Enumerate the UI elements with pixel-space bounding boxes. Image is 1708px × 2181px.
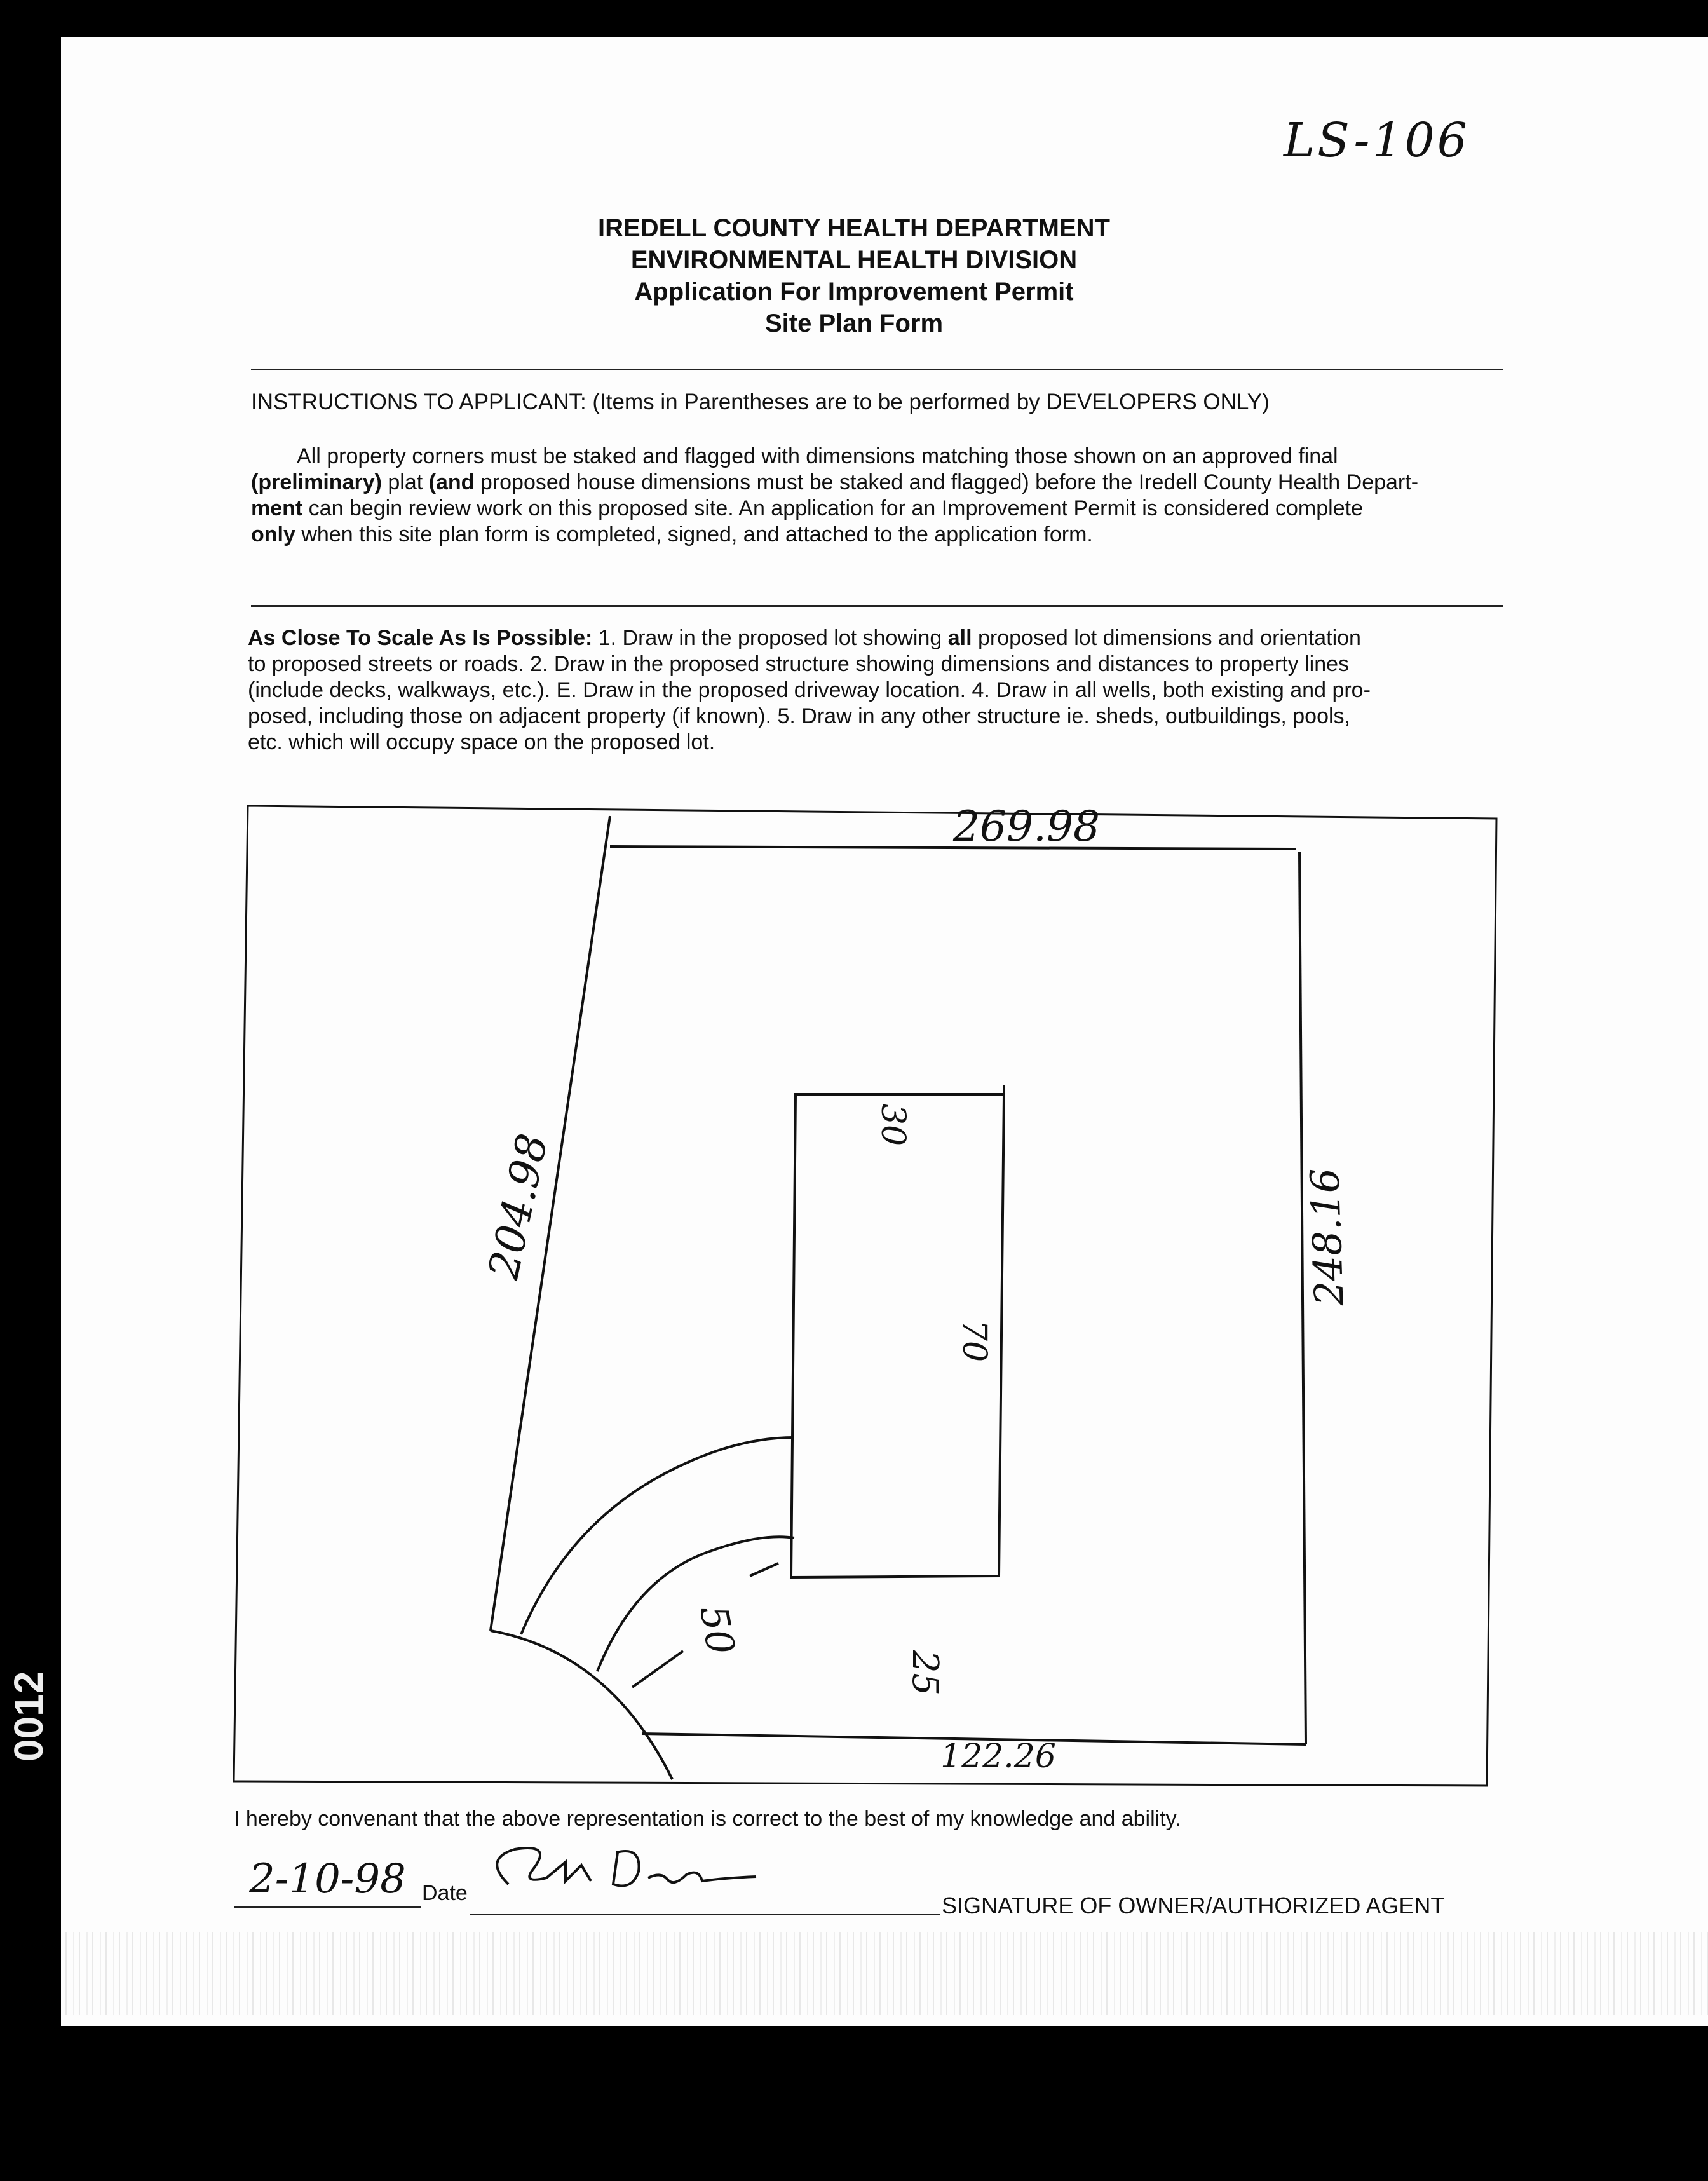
header-application: Application For Improvement Permit xyxy=(634,278,1074,306)
left-dimension: 204.98 xyxy=(478,1129,558,1284)
certification-statement: I hereby convenant that the above representation is correct to the best of my knowledge and ability. xyxy=(234,1807,1181,1831)
scale-line: posed, including those on adjacent property (if known). 5. Draw in any other structure ie. sheds, outbuildings, pools, xyxy=(248,704,1350,728)
house-width-dimension: 30 xyxy=(874,1103,912,1146)
scale-line: etc. which will occupy space on the proposed lot. xyxy=(248,730,715,754)
dim-tick xyxy=(750,1563,778,1576)
edge-stamp-text: 0012 xyxy=(6,1671,51,1762)
house-length-dimension: 70 xyxy=(955,1319,994,1362)
bold-text: only xyxy=(251,522,295,547)
scale-line: (include decks, walkways, etc.). E. Draw in the proposed driveway location. 4. Draw in all wells, both existing and pro- xyxy=(248,678,1371,702)
driveway-inner xyxy=(597,1537,794,1671)
text: 1. Draw in the proposed lot showing xyxy=(592,626,948,650)
text: proposed lot dimensions and orientation xyxy=(972,626,1361,650)
bold-text: As Close To Scale As Is Possible: xyxy=(248,626,593,650)
header-dept: IREDELL COUNTY HEALTH DEPARTMENT xyxy=(598,214,1110,242)
header-form-name: Site Plan Form xyxy=(764,309,944,337)
driveway-dimension: 50 xyxy=(691,1602,743,1658)
lot-right-line xyxy=(1299,852,1306,1744)
dim-tick xyxy=(632,1651,683,1687)
scale-line: to proposed streets or roads. 2. Draw in the proposed structure showing dimensions and distances to property lines xyxy=(248,652,1350,676)
signature-underline xyxy=(470,1914,940,1915)
date-value: 2-10-98 xyxy=(249,1856,406,1903)
bold-text: ment xyxy=(251,496,303,520)
right-dimension: 248.16 xyxy=(1301,1167,1353,1307)
date-underline xyxy=(234,1906,421,1908)
text: plat xyxy=(381,470,429,494)
road-curve xyxy=(491,1631,672,1779)
front-setback-dimension: 25 xyxy=(904,1650,946,1696)
bold-text: all xyxy=(947,626,972,650)
instructions-line: All property corners must be staked and flagged with dimensions matching those shown on an approved final xyxy=(297,444,1338,468)
top-dimension: 269.98 xyxy=(953,802,1100,851)
signature-image xyxy=(470,1840,775,1910)
signature-label: SIGNATURE OF OWNER/AUTHORIZED AGENT xyxy=(942,1892,1445,1919)
bold-text: (and xyxy=(428,470,475,494)
bottom-dimension: 122.26 xyxy=(940,1737,1056,1776)
text: proposed house dimensions must be staked and flagged) before the Iredell County Health Depart- xyxy=(474,470,1419,494)
text: can begin review work on this proposed site. An application for an Improvement Permit is considered complete xyxy=(302,496,1363,520)
bold-text: (preliminary) xyxy=(251,470,382,494)
header-division: ENVIRONMENTAL HEALTH DIVISION xyxy=(630,246,1078,274)
instructions-heading: INSTRUCTIONS TO APPLICANT: (Items in Parentheses are to be performed by DEVELOPERS ONLY) xyxy=(251,390,1270,414)
date-label: Date xyxy=(422,1881,468,1905)
driveway-outer xyxy=(521,1437,794,1634)
form-id-handwritten: LS-106 xyxy=(1284,113,1470,168)
text: when this site plan form is completed, signed, and attached to the application form. xyxy=(295,522,1093,547)
